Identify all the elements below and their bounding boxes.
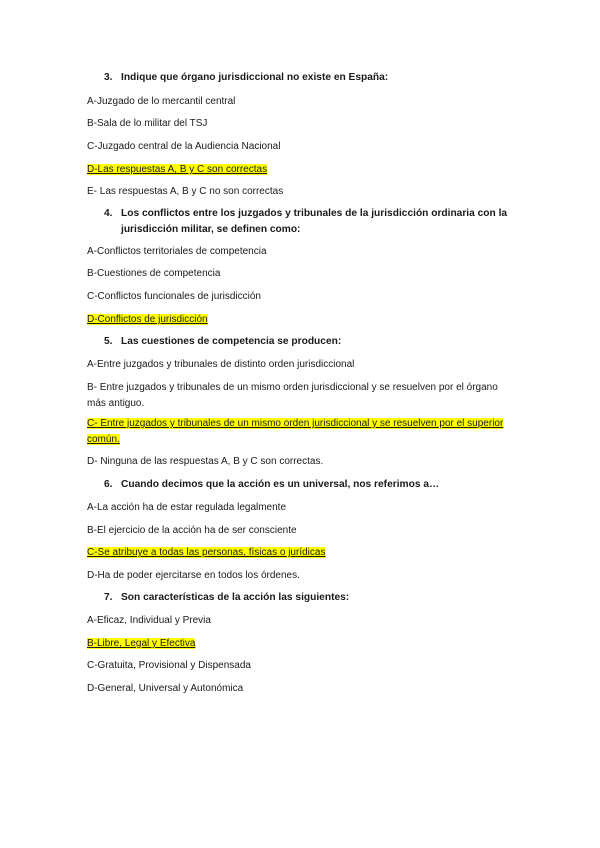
question-number: 3. [104,72,113,83]
option-text: A-Juzgado de lo mercantil central [87,96,236,107]
option-5a [87,357,517,373]
question-7 [104,590,514,606]
option-text: B- Entre juzgados y tribunales de un mismo orden jurisdiccional y se resuelven por el órgano más antiguo. [87,382,498,409]
option-3c [87,139,517,155]
highlighted-answer: C- Entre juzgados y tribunales de un mismo orden jurisdiccional y se resuelven por el superior común. [87,418,504,445]
question-6 [104,477,514,493]
question-text: Indique que órgano jurisdiccional no existe en España: [121,72,389,83]
option-6a [87,500,517,516]
option-text: C-Conflictos funcionales de jurisdicción [87,291,261,302]
option-4b [87,266,517,282]
option-text: D-Ha de poder ejercitarse en todos los órdenes. [87,570,300,581]
option-7b-correct [87,636,517,652]
option-text: B-Sala de lo militar del TSJ [87,118,208,129]
question-text: Las cuestiones de competencia se producen: [121,336,342,347]
highlighted-answer: B-Libre, Legal y Efectiva [87,638,196,649]
option-text: A-La acción ha de estar regulada legalmente [87,502,287,513]
option-7c [87,658,517,674]
option-text: A-Eficaz, Individual y Previa [87,615,211,626]
option-7d [87,681,517,697]
question-number: 7. [104,592,113,603]
question-number: 6. [104,479,113,490]
option-3d-correct [87,162,517,178]
question-3 [104,70,514,86]
question-number: 4. [104,208,113,219]
option-5c-correct [87,416,517,448]
option-text: E- Las respuestas A, B y C no son correctas [87,186,284,197]
option-text: B-Cuestiones de competencia [87,268,221,279]
highlighted-answer: D-Las respuestas A, B y C son correctas [87,164,268,175]
option-7a [87,613,517,629]
highlighted-answer: D-Conflictos de jurisdicción [87,314,208,325]
question-text: Los conflictos entre los juzgados y tribunales de la jurisdicción ordinaria con la jurisdicción militar, se definen como: [121,208,508,235]
option-3a [87,94,517,110]
option-5b [87,380,517,412]
question-text: Cuando decimos que la acción es un universal, nos referimos a… [121,479,440,490]
option-6c-correct [87,545,517,561]
option-6b [87,523,517,539]
option-text: C-Gratuita, Provisional y Dispensada [87,660,251,671]
option-4a [87,244,517,260]
question-5 [104,334,514,350]
question-4 [104,206,514,238]
option-3b [87,116,517,132]
option-text: A-Conflictos territoriales de competencia [87,246,267,257]
option-4d-correct [87,312,517,328]
option-text: D-General, Universal y Autonómica [87,683,244,694]
option-3e [87,184,517,200]
option-text: A-Entre juzgados y tribunales de distinto orden jurisdiccional [87,359,355,370]
option-text: C-Juzgado central de la Audiencia Nacional [87,141,281,152]
question-number: 5. [104,336,113,347]
option-6d [87,568,517,584]
question-text: Son características de la acción las siguientes: [121,592,350,603]
option-text: B-El ejercicio de la acción ha de ser consciente [87,525,297,536]
highlighted-answer: C-Se atribuye a todas las personas, físicas o jurídicas [87,547,326,558]
option-4c [87,289,517,305]
option-text: D- Ninguna de las respuestas A, B y C son correctas. [87,456,324,467]
option-5d [87,454,517,470]
